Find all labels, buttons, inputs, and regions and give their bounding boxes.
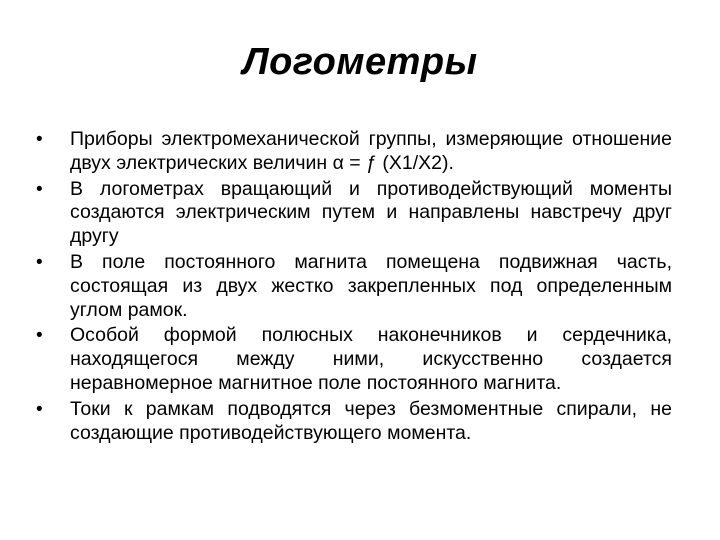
bullet-text: В логометрах вращающий и противодействующий моменты создаются электрическим путем и направлены навстречу друг другу bbox=[70, 177, 672, 248]
bullet-text: В поле постоянного магнита помещена подвижная часть, состоящая из двух жестко закрепленных под определенным углом рамок. bbox=[70, 250, 672, 321]
bullet-marker: • bbox=[36, 325, 43, 347]
bullet-item-4 bbox=[36, 324, 672, 395]
bullet-item-3 bbox=[36, 251, 672, 322]
slide-title: Логометры bbox=[242, 41, 478, 83]
bullet-marker: • bbox=[36, 398, 43, 420]
bullet-list bbox=[36, 128, 672, 447]
bullet-marker: • bbox=[36, 251, 43, 273]
bullet-item-1 bbox=[36, 128, 672, 176]
bullet-item-5 bbox=[36, 398, 672, 446]
bullet-item-2 bbox=[36, 178, 672, 249]
bullet-text: Токи к рамкам подводятся через безмоментные спирали, не создающие противодействующего момента. bbox=[70, 397, 672, 444]
bullet-marker: • bbox=[36, 129, 43, 150]
bullet-marker: • bbox=[36, 178, 43, 200]
bullet-text: Особой формой полюсных наконечников и сердечника, находящегося между ними, искусственно создается неравномерное магнитное поле постоянного магнита. bbox=[70, 324, 672, 394]
bullet-text: Приборы электромеханической группы, измеряющие отношение двух электрических величин α = ƒ (Х1/Х2). bbox=[70, 128, 672, 174]
